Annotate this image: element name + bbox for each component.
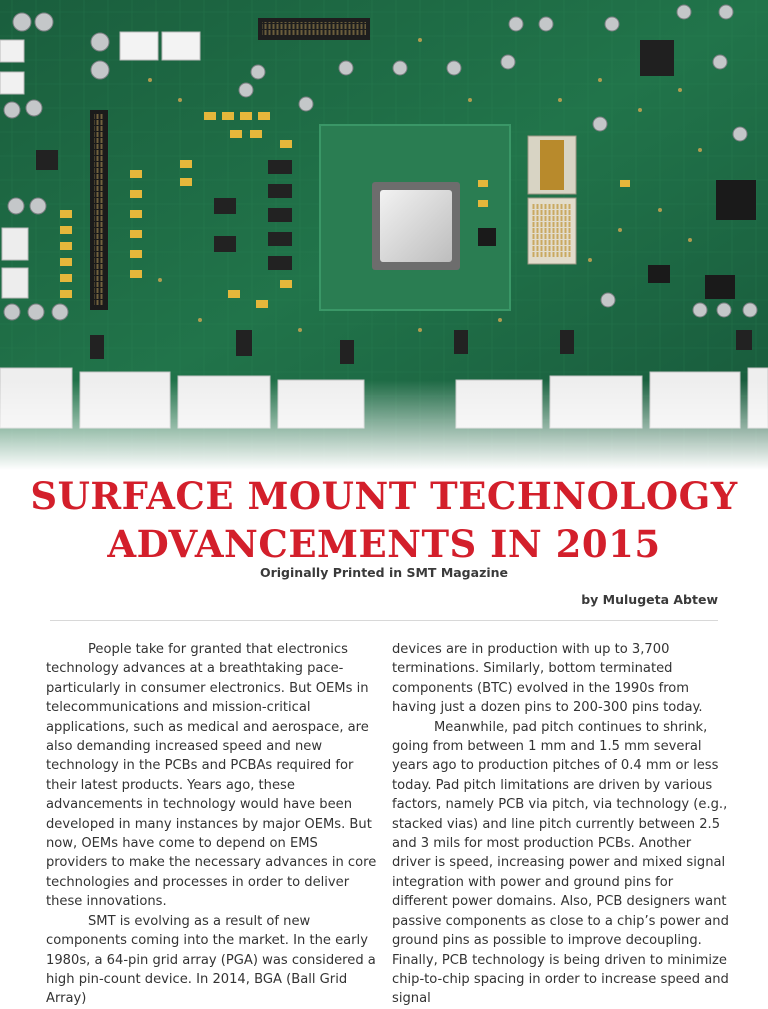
body-column-left: [46, 640, 382, 1009]
article-title-line-1: SURFACE MOUNT TECHNOLOGY: [30, 474, 738, 518]
paragraph: SMT is evolving as a result of new components coming into the market. In the early 1980s, a 64-pin grid array (PGA) was considered a high pin-count device. In 2014, BGA (Ball Grid Array): [46, 913, 376, 1007]
divider: [50, 620, 718, 621]
article-title: [0, 472, 768, 568]
paragraph: devices are in production with up to 3,700 terminations. Similarly, bottom terminated components (BTC) evolved in the 1990s from having just a dozen pins to 200-300 pins today.: [392, 642, 703, 716]
article-title-line-2: ADVANCEMENTS IN 2015: [107, 522, 661, 566]
body-column-right: [392, 640, 732, 1009]
paragraph: People take for granted that electronics technology advances at a breathtaking pace-particularly in consumer electronics. But OEMs in telecommunications and mission-critical applications, such as medical and aerospace, are also demanding increased speed and new technology in the PCBs and PCBAs required for their latest products. Years ago, these advancements in technology would have been developed in many instances by major OEMs. But now, OEMs have come to depend on EMS providers to make the necessary advances in core technologies and processes in order to deliver these innovations.: [46, 642, 377, 910]
article-byline: by Mulugeta Abtew: [581, 592, 718, 607]
paragraph: Meanwhile, pad pitch continues to shrink, going from between 1 mm and 1.5 mm several years ago to production pitches of 0.4 mm or less today. Pad pitch limitations are driven by various factors, namely PCB via pitch, via technology (e.g., stacked vias) and line pitch currently between 2.5 and 3 mils for most production PCBs. Another driver is speed, increasing power and mixed signal integration with power and ground pins for different power domains. Also, PCB designers want passive components as close to a chip’s power and ground pins as possible to improve decoupling. Finally, PCB technology is being driven to minimize chip-to-chip spacing in order to increase speed and signal: [392, 719, 729, 1007]
hero-pcb-image: [0, 0, 768, 470]
article-subtitle: Originally Printed in SMT Magazine: [259, 565, 509, 580]
pcb-board-photo-icon: [0, 0, 768, 470]
